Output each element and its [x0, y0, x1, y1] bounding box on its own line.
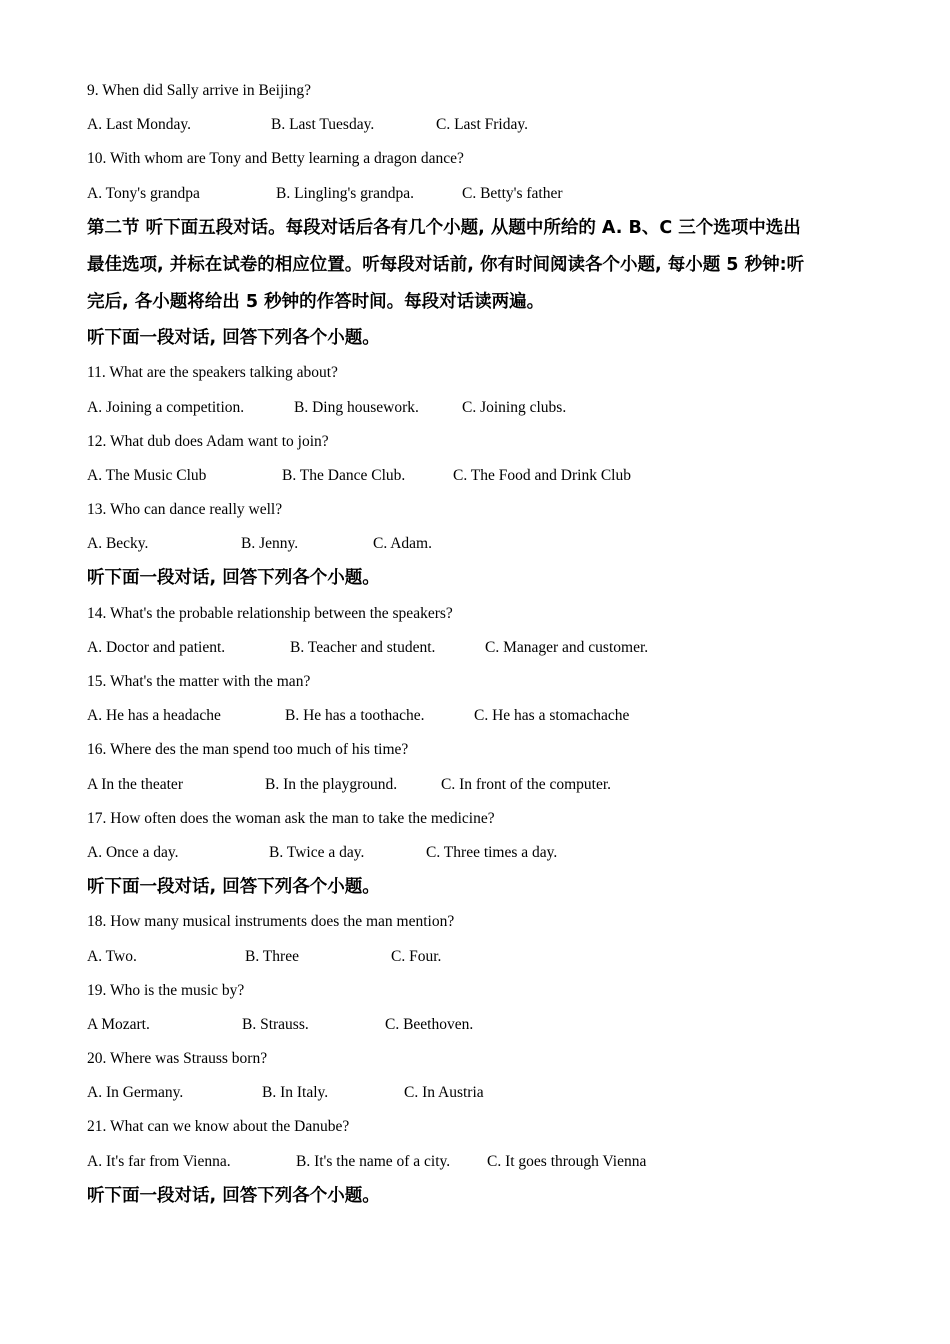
question-21: 21. What can we know about the Danube? [87, 1118, 350, 1135]
question-15-options [87, 706, 887, 726]
question-16: 16. Where des the man spend too much of his time? [87, 741, 409, 758]
option-a: A. The Music Club [87, 467, 207, 484]
option-a: A. He has a headache [87, 707, 221, 724]
option-c: C. Adam. [373, 535, 432, 552]
option-b: B. It's the name of a city. [296, 1153, 451, 1170]
question-11: 11. What are the speakers talking about? [87, 364, 338, 381]
question-9: 9. When did Sally arrive in Beijing? [87, 82, 311, 99]
option-c: C. It goes through Vienna [487, 1153, 647, 1170]
option-a: A. Tony's grandpa [87, 185, 200, 202]
option-b: B. Twice a day. [269, 844, 365, 861]
option-b: B. Ding housework. [294, 399, 419, 416]
option-a: A. Once a day. [87, 844, 179, 861]
section-2-instructions-line-1: 第二节 听下面五段对话。每段对话后各有几个小题, 从题中所给的 A. B、C 三个选项中选出 [87, 218, 801, 238]
option-a: A In the theater [87, 776, 183, 793]
option-a: A. Joining a competition. [87, 399, 245, 416]
question-16-options [87, 775, 887, 795]
option-c: C. Three times a day. [426, 844, 558, 861]
question-18-options [87, 947, 887, 967]
option-a: A. It's far from Vienna. [87, 1153, 231, 1170]
option-a: A. In Germany. [87, 1084, 184, 1101]
question-20: 20. Where was Strauss born? [87, 1050, 268, 1067]
option-c: C. Joining clubs. [462, 399, 567, 416]
question-9-options [87, 115, 887, 135]
question-17: 17. How often does the woman ask the man to take the medicine? [87, 810, 495, 827]
option-a: A. Doctor and patient. [87, 639, 226, 656]
question-21-options [87, 1152, 887, 1172]
dialogue-heading: 听下面一段对话, 回答下列各个小题。 [87, 568, 380, 588]
option-a: A Mozart. [87, 1016, 150, 1033]
option-c: C. Beethoven. [385, 1016, 474, 1033]
dialogue-heading: 听下面一段对话, 回答下列各个小题。 [87, 1186, 380, 1206]
option-b: B. In Italy. [262, 1084, 329, 1101]
option-b: B. He has a toothache. [285, 707, 425, 724]
question-10: 10. With whom are Tony and Betty learning a dragon dance? [87, 150, 464, 167]
question-13: 13. Who can dance really well? [87, 501, 283, 518]
option-b: B. Lingling's grandpa. [276, 185, 414, 202]
option-a: A. Becky. [87, 535, 149, 552]
question-20-options [87, 1083, 887, 1103]
question-17-options [87, 843, 887, 863]
option-b: B. Jenny. [241, 535, 299, 552]
option-c: C. Manager and customer. [485, 639, 649, 656]
option-c: C. Four. [391, 948, 442, 965]
question-14-options [87, 638, 887, 658]
section-2-instructions-line-2: 最佳选项, 并标在试卷的相应位置。听每段对话前, 你有时间阅读各个小题, 每小题 5 秒钟:听 [87, 255, 805, 275]
option-b: B. Three [245, 948, 299, 965]
option-b: B. Strauss. [242, 1016, 309, 1033]
option-a: A. Last Monday. [87, 116, 192, 133]
option-c: C. Betty's father [462, 185, 563, 202]
option-c: C. In front of the computer. [441, 776, 612, 793]
option-b: B. Last Tuesday. [271, 116, 375, 133]
dialogue-heading: 听下面一段对话, 回答下列各个小题。 [87, 328, 380, 348]
option-a: A. Two. [87, 948, 137, 965]
option-b: B. Teacher and student. [290, 639, 436, 656]
section-2-instructions-line-3: 完后, 各小题将给出 5 秒钟的作答时间。每段对话读两遍。 [87, 292, 545, 312]
option-b: B. In the playground. [265, 776, 398, 793]
option-c: C. He has a stomachache [474, 707, 630, 724]
question-13-options [87, 534, 887, 554]
question-19-options [87, 1015, 887, 1035]
dialogue-heading: 听下面一段对话, 回答下列各个小题。 [87, 877, 380, 897]
question-12-options [87, 466, 887, 486]
question-19: 19. Who is the music by? [87, 982, 245, 999]
question-14: 14. What's the probable relationship between the speakers? [87, 605, 453, 622]
question-15: 15. What's the matter with the man? [87, 673, 311, 690]
question-18: 18. How many musical instruments does the man mention? [87, 913, 455, 930]
question-12: 12. What dub does Adam want to join? [87, 433, 329, 450]
option-c: C. Last Friday. [436, 116, 528, 133]
option-c: C. In Austria [404, 1084, 484, 1101]
question-10-options [87, 184, 887, 204]
question-11-options [87, 398, 887, 418]
option-b: B. The Dance Club. [282, 467, 406, 484]
option-c: C. The Food and Drink Club [453, 467, 631, 484]
